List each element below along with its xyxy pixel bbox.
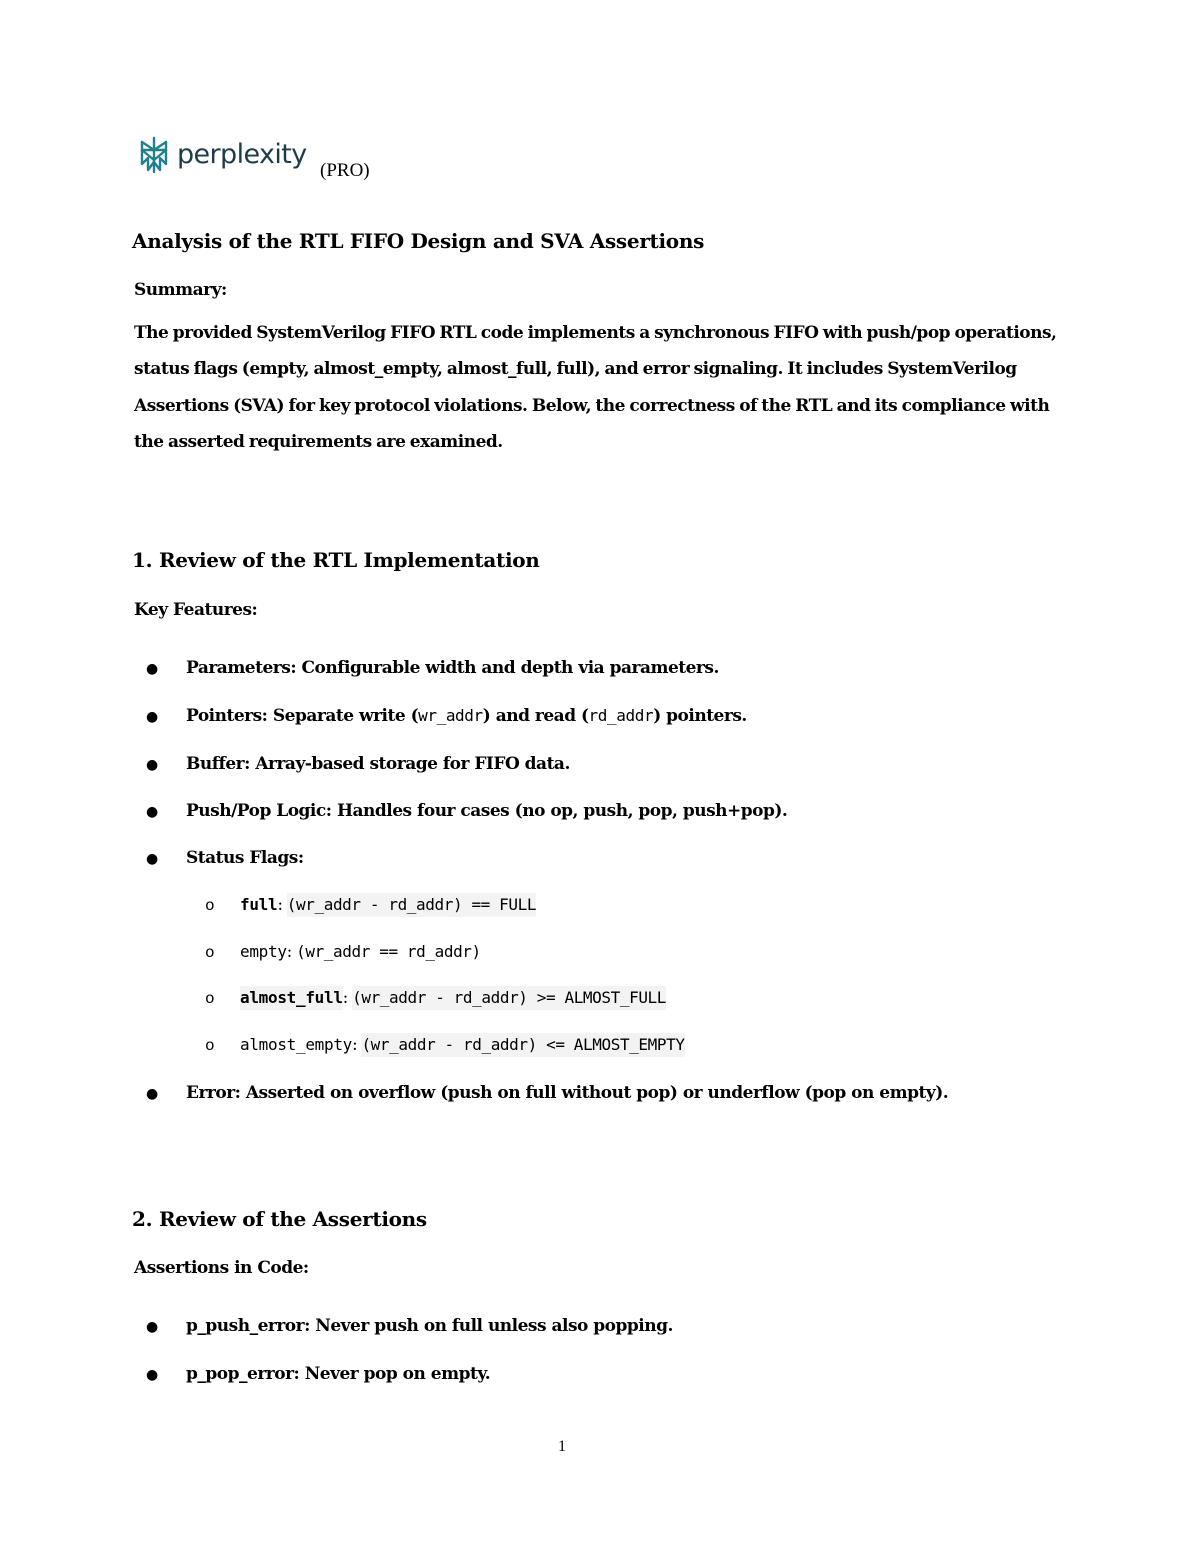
assertions-label: Assertions in Code: <box>134 1258 309 1278</box>
bullet-text: p_push_error: Never push on full unless also popping. <box>186 1316 673 1336</box>
bullet-push-pop <box>146 799 1146 824</box>
summary-label: Summary: <box>134 280 227 300</box>
bullet-text: Error: Asserted on overflow (push on full without pop) or underflow (pop on empty). <box>186 1083 949 1103</box>
bullet-dot: ● <box>146 709 158 725</box>
flag-almost-empty: o almost_empty : (wr_addr - rd_addr) <= ALMOST_EMPTY <box>205 1033 1105 1058</box>
bullet-text: Push/Pop Logic: Handles four cases (no op, push, pop, push+pop). <box>186 801 788 821</box>
flag-empty: o empty : (wr_addr == rd_addr) <box>205 940 1105 965</box>
bullet-text: Parameters: Configurable width and depth via parameters. <box>186 658 719 678</box>
summary-body: The provided SystemVerilog FIFO RTL code implements a synchronous FIFO with push/pop operations, status flags (empty, almost_empty, almost_full, full), and error signaling. It includes SystemVerilog Assertions (SVA) for key protocol violations. Below, the correctness of the RTL and its compliance with the asserted requirements are examined. <box>134 323 1057 452</box>
bullet-dot: ● <box>146 1367 158 1383</box>
bullet-parameters <box>146 656 1146 681</box>
flag-full: o full : (wr_addr - rd_addr) == FULL <box>205 893 1105 918</box>
sub-bullet: o <box>205 1037 215 1055</box>
bullet-dot: ● <box>146 851 158 867</box>
flag-expression: (wr_addr - rd_addr) >= ALMOST_FULL <box>352 986 666 1010</box>
bullet-buffer <box>146 752 1146 777</box>
sub-bullet: o <box>205 944 215 962</box>
section2-heading: 2. Review of the Assertions <box>132 1207 427 1231</box>
bullet-text: Buffer: Array-based storage for FIFO data. <box>186 754 570 774</box>
logo-wordmark: perplexity <box>177 139 307 170</box>
bullet-dot: ● <box>146 804 158 820</box>
page-number: 1 <box>558 1438 566 1455</box>
flag-expression: (wr_addr - rd_addr) == FULL <box>287 893 536 917</box>
sub-bullet: o <box>205 990 215 1008</box>
bullet-dot: ● <box>146 661 158 677</box>
flag-almost-full: o almost_full : (wr_addr - rd_addr) >= ALMOST_FULL <box>205 986 1105 1011</box>
flag-expression: (wr_addr - rd_addr) <= ALMOST_EMPTY <box>361 1033 684 1057</box>
bullet-status-flags <box>146 846 1146 871</box>
bullet-pointers <box>146 704 1146 729</box>
document-title: Analysis of the RTL FIFO Design and SVA Assertions <box>132 229 705 253</box>
bullet-text: Pointers: Separate write (wr_addr) and read (rd_addr) pointers. <box>186 706 747 726</box>
bullet-p-push-error <box>146 1314 1146 1339</box>
bullet-p-pop-error <box>146 1362 1146 1387</box>
bullet-dot: ● <box>146 1086 158 1102</box>
sub-bullet: o <box>205 897 215 915</box>
bullet-text: Status Flags: <box>186 848 304 868</box>
bullet-dot: ● <box>146 1319 158 1335</box>
key-features-label: Key Features: <box>134 600 258 620</box>
code-rd-addr: rd_addr <box>588 706 654 725</box>
bullet-error <box>146 1081 1146 1106</box>
perplexity-logo <box>138 136 307 174</box>
code-wr-addr: wr_addr <box>418 706 483 725</box>
bullet-dot: ● <box>146 757 158 773</box>
flag-expression: (wr_addr == rd_addr) <box>296 942 481 961</box>
pro-tag: (PRO) <box>320 160 370 181</box>
perplexity-logo-icon <box>138 136 170 174</box>
section1-heading: 1. Review of the RTL Implementation <box>132 548 540 572</box>
bullet-text: p_pop_error: Never pop on empty. <box>186 1364 491 1384</box>
